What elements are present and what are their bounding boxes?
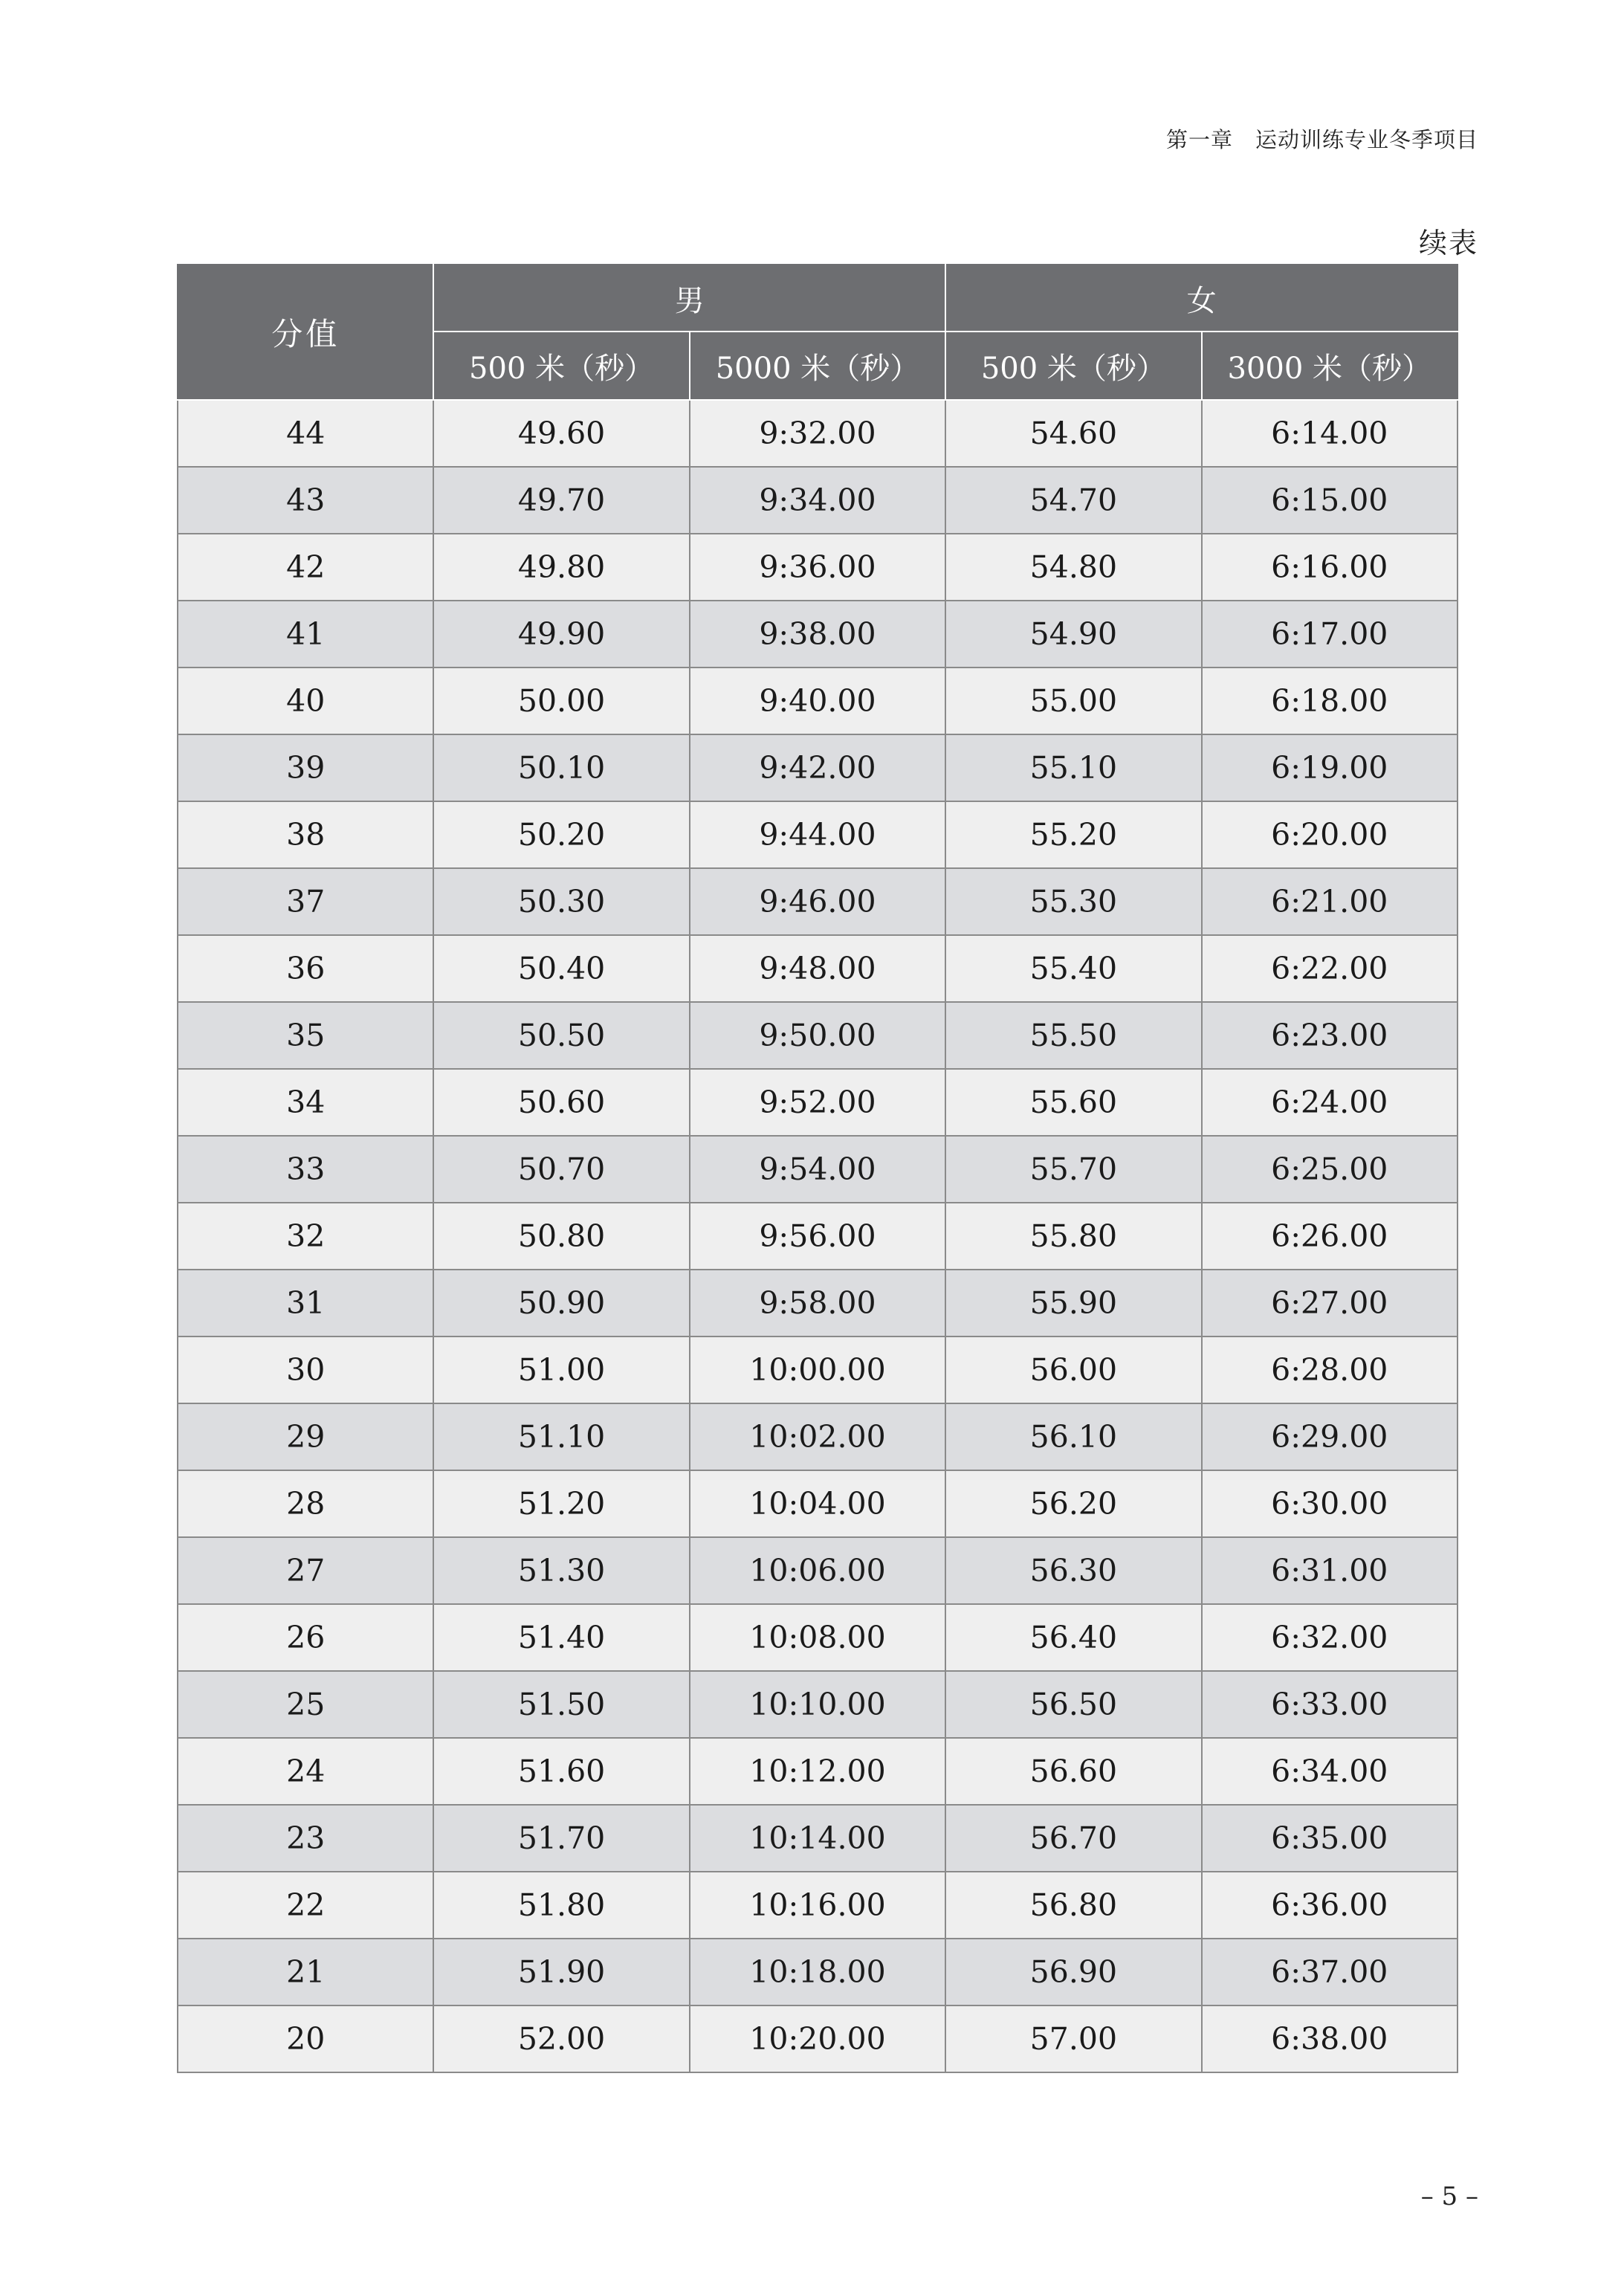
female-500m-cell: 54.80 xyxy=(945,534,1201,601)
female-500m-cell: 56.80 xyxy=(945,1872,1201,1939)
female-500m-cell: 55.90 xyxy=(945,1270,1201,1336)
male-500m-cell: 50.60 xyxy=(433,1069,689,1136)
male-500m-cell: 49.70 xyxy=(433,467,689,534)
male-500m-cell: 50.40 xyxy=(433,935,689,1002)
female-3000m-cell: 6:18.00 xyxy=(1202,668,1458,734)
female-500m-cell: 56.10 xyxy=(945,1403,1201,1470)
male-5000m-cell: 9:44.00 xyxy=(690,801,945,868)
female-500m-cell: 56.60 xyxy=(945,1738,1201,1805)
score-cell: 27 xyxy=(178,1537,433,1604)
table-row xyxy=(178,868,1458,935)
male-5000m-cell: 9:34.00 xyxy=(690,467,945,534)
table-row xyxy=(178,1939,1458,2005)
female-500m-header: 500 米（秒） xyxy=(945,332,1201,400)
male-5000m-cell: 9:48.00 xyxy=(690,935,945,1002)
score-cell: 28 xyxy=(178,1470,433,1537)
female-3000m-cell: 6:22.00 xyxy=(1202,935,1458,1002)
table-row xyxy=(178,1537,1458,1604)
male-5000m-cell: 9:46.00 xyxy=(690,868,945,935)
male-5000m-cell: 10:00.00 xyxy=(690,1336,945,1403)
table-row xyxy=(178,1203,1458,1270)
score-cell: 24 xyxy=(178,1738,433,1805)
score-cell: 38 xyxy=(178,801,433,868)
score-cell: 32 xyxy=(178,1203,433,1270)
female-group-header: 女 xyxy=(945,265,1458,332)
female-3000m-cell: 6:35.00 xyxy=(1202,1805,1458,1872)
male-500m-cell: 50.50 xyxy=(433,1002,689,1069)
table-row xyxy=(178,1336,1458,1403)
table-row xyxy=(178,1805,1458,1872)
table-row xyxy=(178,1270,1458,1336)
male-500m-cell: 50.00 xyxy=(433,668,689,734)
male-5000m-cell: 10:02.00 xyxy=(690,1403,945,1470)
table-header xyxy=(178,265,1458,400)
female-3000m-cell: 6:16.00 xyxy=(1202,534,1458,601)
male-500m-cell: 50.90 xyxy=(433,1270,689,1336)
male-500m-cell: 51.70 xyxy=(433,1805,689,1872)
table-row xyxy=(178,668,1458,734)
female-3000m-cell: 6:30.00 xyxy=(1202,1470,1458,1537)
male-500m-cell: 49.90 xyxy=(433,601,689,668)
female-3000m-cell: 6:15.00 xyxy=(1202,467,1458,534)
table-row xyxy=(178,1069,1458,1136)
male-5000m-cell: 9:42.00 xyxy=(690,734,945,801)
male-5000m-cell: 9:52.00 xyxy=(690,1069,945,1136)
female-3000m-cell: 6:21.00 xyxy=(1202,868,1458,935)
female-500m-cell: 56.70 xyxy=(945,1805,1201,1872)
male-500m-cell: 50.80 xyxy=(433,1203,689,1270)
female-500m-cell: 57.00 xyxy=(945,2005,1201,2072)
score-cell: 22 xyxy=(178,1872,433,1939)
male-5000m-cell: 10:14.00 xyxy=(690,1805,945,1872)
female-3000m-cell: 6:23.00 xyxy=(1202,1002,1458,1069)
female-3000m-cell: 6:31.00 xyxy=(1202,1537,1458,1604)
male-5000m-cell: 9:58.00 xyxy=(690,1270,945,1336)
female-500m-cell: 56.00 xyxy=(945,1336,1201,1403)
female-3000m-cell: 6:14.00 xyxy=(1202,400,1458,467)
score-column-header: 分值 xyxy=(178,265,433,400)
male-5000m-cell: 9:40.00 xyxy=(690,668,945,734)
table-body xyxy=(178,400,1458,2072)
female-500m-cell: 55.00 xyxy=(945,668,1201,734)
male-500m-cell: 49.80 xyxy=(433,534,689,601)
page-number: – 5 – xyxy=(1420,2182,1478,2211)
male-500m-cell: 50.10 xyxy=(433,734,689,801)
male-5000m-cell: 10:20.00 xyxy=(690,2005,945,2072)
male-5000m-cell: 9:32.00 xyxy=(690,400,945,467)
female-3000m-cell: 6:17.00 xyxy=(1202,601,1458,668)
table-row xyxy=(178,2005,1458,2072)
female-500m-cell: 55.20 xyxy=(945,801,1201,868)
score-cell: 41 xyxy=(178,601,433,668)
score-cell: 29 xyxy=(178,1403,433,1470)
male-group-header: 男 xyxy=(433,265,945,332)
male-500m-cell: 51.60 xyxy=(433,1738,689,1805)
male-5000m-cell: 10:04.00 xyxy=(690,1470,945,1537)
score-cell: 21 xyxy=(178,1939,433,2005)
male-500m-cell: 51.20 xyxy=(433,1470,689,1537)
table-row xyxy=(178,1671,1458,1738)
score-cell: 36 xyxy=(178,935,433,1002)
female-3000m-cell: 6:26.00 xyxy=(1202,1203,1458,1270)
male-5000m-cell: 9:50.00 xyxy=(690,1002,945,1069)
table-row xyxy=(178,1604,1458,1671)
female-500m-cell: 54.60 xyxy=(945,400,1201,467)
male-5000m-cell: 10:18.00 xyxy=(690,1939,945,2005)
female-500m-cell: 55.50 xyxy=(945,1002,1201,1069)
male-5000m-cell: 10:10.00 xyxy=(690,1671,945,1738)
male-500m-cell: 51.40 xyxy=(433,1604,689,1671)
female-500m-cell: 56.30 xyxy=(945,1537,1201,1604)
female-500m-cell: 55.30 xyxy=(945,868,1201,935)
table-row xyxy=(178,935,1458,1002)
female-3000m-cell: 6:38.00 xyxy=(1202,2005,1458,2072)
male-500m-cell: 51.50 xyxy=(433,1671,689,1738)
male-500m-cell: 49.60 xyxy=(433,400,689,467)
table-row xyxy=(178,601,1458,668)
male-5000m-cell: 10:06.00 xyxy=(690,1537,945,1604)
score-cell: 23 xyxy=(178,1805,433,1872)
score-cell: 33 xyxy=(178,1136,433,1203)
header-row-1 xyxy=(178,265,1458,332)
male-5000m-cell: 9:38.00 xyxy=(690,601,945,668)
score-cell: 37 xyxy=(178,868,433,935)
table-row xyxy=(178,1002,1458,1069)
table-row xyxy=(178,801,1458,868)
score-cell: 31 xyxy=(178,1270,433,1336)
female-500m-cell: 56.40 xyxy=(945,1604,1201,1671)
table-row xyxy=(178,534,1458,601)
female-3000m-header: 3000 米（秒） xyxy=(1202,332,1458,400)
male-500m-header: 500 米（秒） xyxy=(433,332,689,400)
score-cell: 35 xyxy=(178,1002,433,1069)
table-row xyxy=(178,734,1458,801)
score-table xyxy=(177,264,1458,2073)
score-cell: 39 xyxy=(178,734,433,801)
table-row xyxy=(178,1738,1458,1805)
male-5000m-cell: 9:54.00 xyxy=(690,1136,945,1203)
table-row xyxy=(178,1470,1458,1537)
female-3000m-cell: 6:24.00 xyxy=(1202,1069,1458,1136)
female-500m-cell: 56.90 xyxy=(945,1939,1201,2005)
male-5000m-cell: 9:56.00 xyxy=(690,1203,945,1270)
female-3000m-cell: 6:33.00 xyxy=(1202,1671,1458,1738)
female-500m-cell: 55.40 xyxy=(945,935,1201,1002)
female-500m-cell: 55.10 xyxy=(945,734,1201,801)
female-3000m-cell: 6:27.00 xyxy=(1202,1270,1458,1336)
female-3000m-cell: 6:29.00 xyxy=(1202,1403,1458,1470)
female-3000m-cell: 6:20.00 xyxy=(1202,801,1458,868)
male-500m-cell: 51.90 xyxy=(433,1939,689,2005)
table-row xyxy=(178,1136,1458,1203)
score-cell: 34 xyxy=(178,1069,433,1136)
score-cell: 43 xyxy=(178,467,433,534)
continued-label: 续表 xyxy=(1418,227,1478,259)
female-3000m-cell: 6:34.00 xyxy=(1202,1738,1458,1805)
female-3000m-cell: 6:37.00 xyxy=(1202,1939,1458,2005)
male-500m-cell: 50.70 xyxy=(433,1136,689,1203)
score-cell: 42 xyxy=(178,534,433,601)
male-500m-cell: 51.30 xyxy=(433,1537,689,1604)
female-3000m-cell: 6:36.00 xyxy=(1202,1872,1458,1939)
score-cell: 40 xyxy=(178,668,433,734)
male-5000m-cell: 10:08.00 xyxy=(690,1604,945,1671)
male-5000m-cell: 10:16.00 xyxy=(690,1872,945,1939)
male-500m-cell: 51.80 xyxy=(433,1872,689,1939)
female-500m-cell: 54.70 xyxy=(945,467,1201,534)
female-500m-cell: 56.50 xyxy=(945,1671,1201,1738)
score-cell: 20 xyxy=(178,2005,433,2072)
female-500m-cell: 55.60 xyxy=(945,1069,1201,1136)
female-3000m-cell: 6:19.00 xyxy=(1202,734,1458,801)
score-cell: 25 xyxy=(178,1671,433,1738)
female-3000m-cell: 6:32.00 xyxy=(1202,1604,1458,1671)
table-row xyxy=(178,1872,1458,1939)
table-row xyxy=(178,467,1458,534)
male-500m-cell: 52.00 xyxy=(433,2005,689,2072)
table-row xyxy=(178,1403,1458,1470)
female-500m-cell: 55.70 xyxy=(945,1136,1201,1203)
score-cell: 30 xyxy=(178,1336,433,1403)
female-500m-cell: 54.90 xyxy=(945,601,1201,668)
female-3000m-cell: 6:28.00 xyxy=(1202,1336,1458,1403)
female-500m-cell: 55.80 xyxy=(945,1203,1201,1270)
table-row xyxy=(178,400,1458,467)
male-5000m-cell: 10:12.00 xyxy=(690,1738,945,1805)
female-3000m-cell: 6:25.00 xyxy=(1202,1136,1458,1203)
score-cell: 44 xyxy=(178,400,433,467)
male-500m-cell: 50.20 xyxy=(433,801,689,868)
male-5000m-cell: 9:36.00 xyxy=(690,534,945,601)
male-500m-cell: 51.00 xyxy=(433,1336,689,1403)
male-500m-cell: 50.30 xyxy=(433,868,689,935)
running-header: 第一章 运动训练专业冬季项目 xyxy=(1165,127,1478,152)
male-500m-cell: 51.10 xyxy=(433,1403,689,1470)
male-5000m-header: 5000 米（秒） xyxy=(690,332,945,400)
score-cell: 26 xyxy=(178,1604,433,1671)
female-500m-cell: 56.20 xyxy=(945,1470,1201,1537)
